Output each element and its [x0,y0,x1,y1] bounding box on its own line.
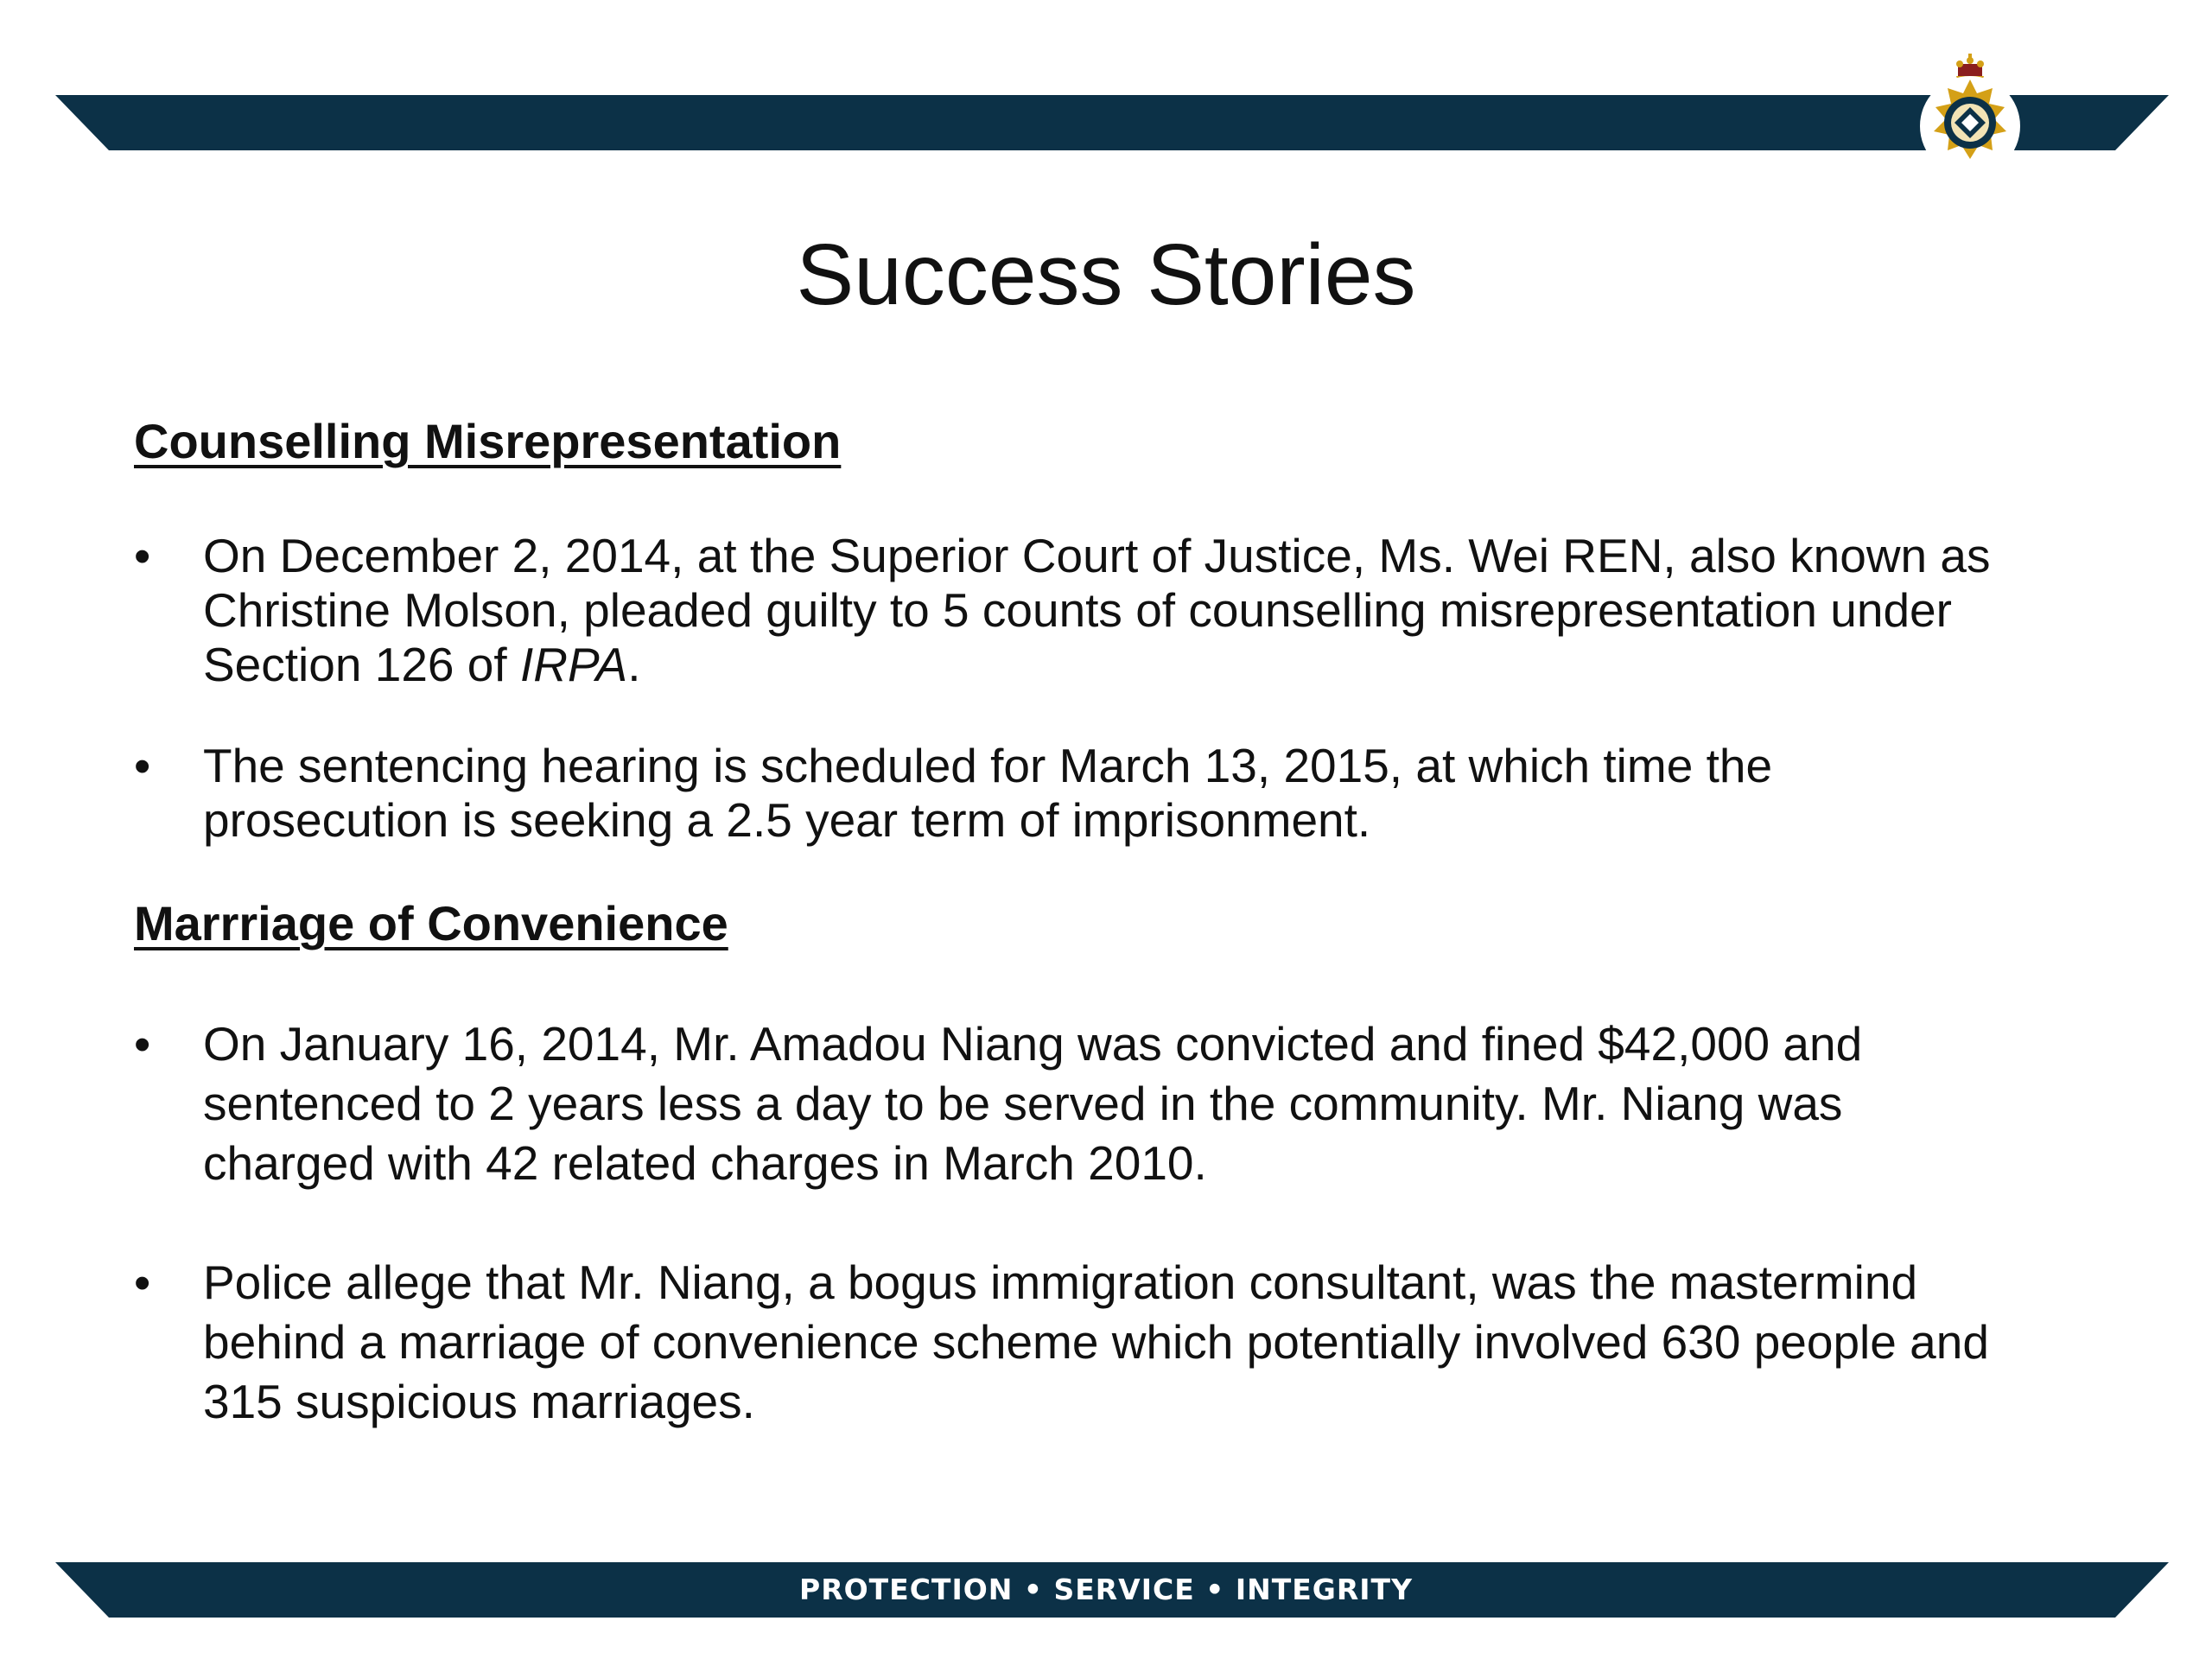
bullet-line-start: Section 126 of [203,638,520,691]
bullet-line: charged with 42 related charges in March 2010. [203,1136,1207,1190]
act-name: IRPA [519,638,628,691]
page-title: Success Stories [796,226,1416,323]
bullet-text [203,1253,2190,1432]
section-heading-counselling: Counselling Misrepresentation [134,414,842,468]
bullet-text [203,739,2190,848]
bullet-line: On January 16, 2014, Mr. Amadou Niang was convicted and fined $42,000 and [203,1017,1863,1071]
bullet-text [203,529,2190,692]
top-banner [55,95,2169,150]
bullet-line [203,638,2190,692]
bullet-line-end: . [627,638,641,691]
bullet-line: behind a marriage of convenience scheme which potentially involved 630 people and [203,1315,1989,1369]
bullet-line: Christine Molson, pleaded guilty to 5 counts of counselling misrepresentation under [203,583,1952,637]
agency-crest-icon [1910,54,2031,175]
footer-motto: PROTECTION • SERVICE • INTEGRITY [799,1573,1413,1606]
bullet-line: prosecution is seeking a 2.5 year term of imprisonment. [203,793,1371,847]
bullet-line: The sentencing hearing is scheduled for March 13, 2015, at which time the [203,739,1773,792]
bullet-line: 315 suspicious marriages. [203,1375,755,1428]
bullet-dot: • [134,1255,151,1309]
bullet-dot: • [134,529,151,582]
bullet-line: On December 2, 2014, at the Superior Court of Justice, Ms. Wei REN, also known as [203,529,1991,582]
bullet-line: Police allege that Mr. Niang, a bogus immigration consultant, was the mastermind [203,1255,1918,1309]
bullet-dot: • [134,739,151,792]
bullet-text [203,1014,2190,1193]
bullet-line: sentenced to 2 years less a day to be served in the community. Mr. Niang was [203,1077,1843,1130]
section-heading-marriage: Marrriage of Convenience [134,896,728,950]
bullet-dot: • [134,1017,151,1071]
